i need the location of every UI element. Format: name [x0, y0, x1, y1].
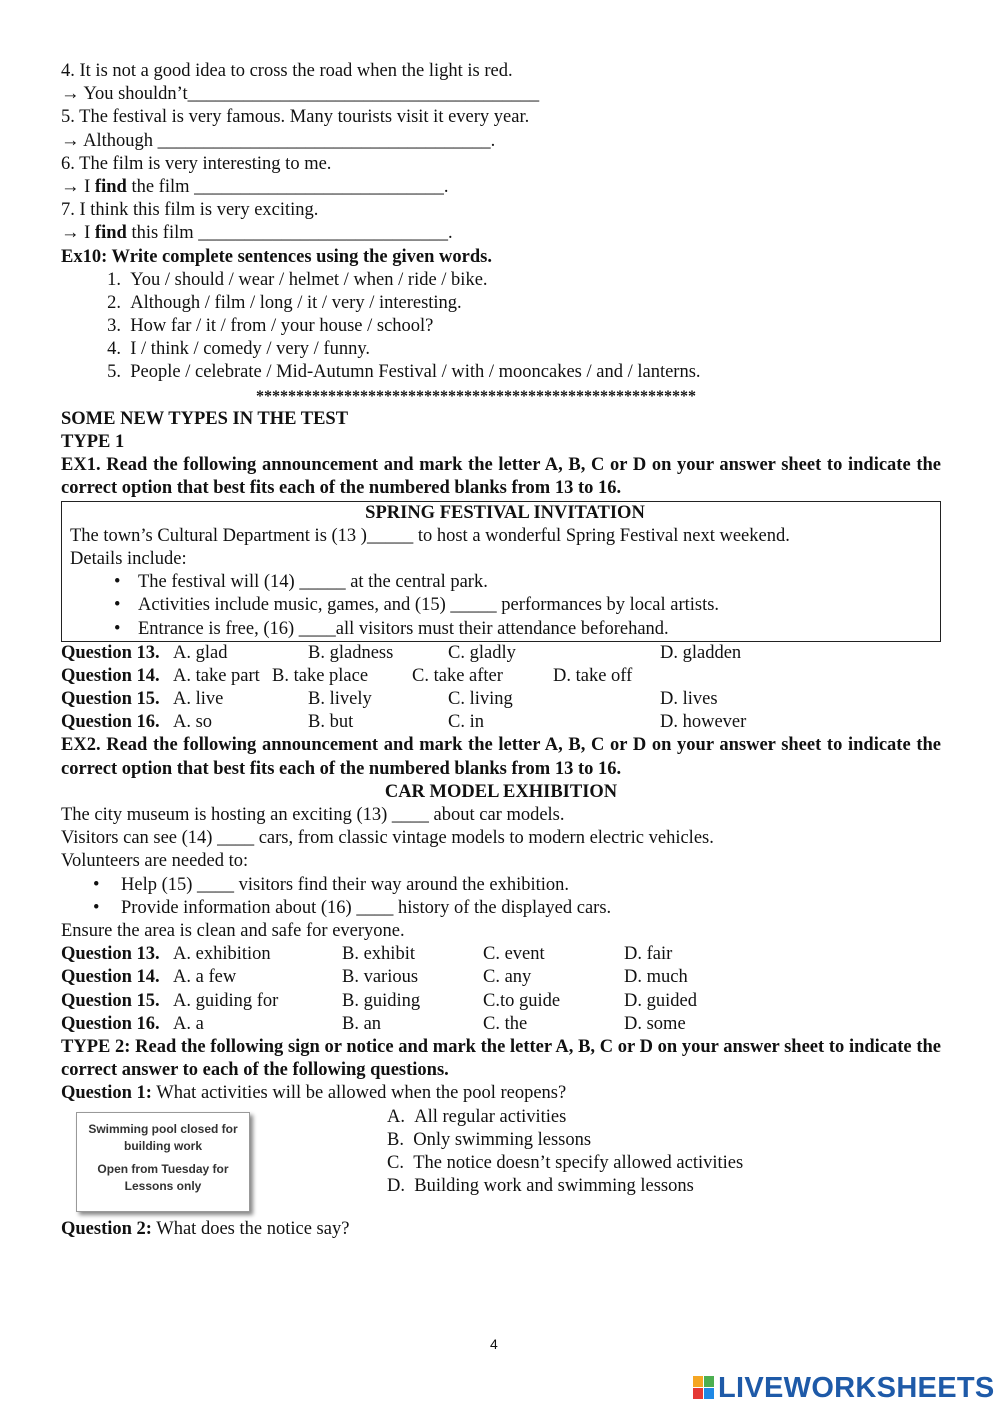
answer-blank: ____________________________________	[157, 130, 491, 151]
option-b[interactable]: B. take place	[272, 665, 369, 686]
option-c[interactable]: C. event	[483, 944, 545, 965]
rewrite-item-5	[61, 106, 941, 152]
option-d[interactable]: D. take off	[553, 665, 633, 686]
ex1-instruction: EX1. Read the following announcement and mark the letter A, B, C or D on your answer sheet to indicate the correct option that best fits each of the numbered blanks from 13 to 16.	[61, 455, 941, 499]
question-text: 5. The festival is very famous. Many tourists visit it every year.	[61, 107, 530, 128]
liveworksheets-logo[interactable]: LIVEWORKSHEETS	[693, 1372, 995, 1405]
rewrite-item-7	[61, 199, 941, 245]
option-d[interactable]: D. guided	[624, 990, 697, 1011]
question-row: Question 13. A. glad B. gladness C. gladly D. gladden	[61, 642, 941, 665]
bullet-icon: •	[114, 595, 121, 616]
option-d[interactable]: D. lives	[660, 689, 718, 710]
passage-line: The city museum is hosting an exciting (13) ____ about car models.	[61, 805, 565, 826]
bullet-item: • The festival will (14) _____ at the central park.	[70, 571, 940, 594]
bullet-icon: •	[93, 874, 100, 895]
question-1: Question 1: What activities will be allowed when the pool reopens?	[61, 1083, 567, 1104]
option-a[interactable]: A. live	[173, 689, 224, 710]
question-row: Question 16. A. so B. but C. in D. however	[61, 711, 941, 734]
option-b[interactable]: B. exhibit	[342, 944, 415, 965]
answer-line[interactable]: → I find this film ___________________________.	[61, 223, 453, 244]
option-c[interactable]: C. the	[483, 1013, 528, 1034]
type2-instruction: TYPE 2: Read the following sign or notice and mark the letter A, B, C or D on your answer sheet to indicate the correct answer to each of the following questions.	[61, 1036, 941, 1081]
answer-blank: ______________________________________	[187, 84, 540, 105]
question-row: Question 16. A. a B. an C. the D. some	[61, 1013, 941, 1036]
option-d[interactable]: D. Building work and swimming lessons	[387, 1176, 694, 1197]
rewrite-item-6	[61, 153, 941, 199]
option-b[interactable]: B. lively	[308, 689, 372, 710]
section-title: SOME NEW TYPES IN THE TEST	[61, 408, 349, 429]
passage-line: Visitors can see (14) ____ cars, from classic vintage models to modern electric vehicles.	[61, 828, 714, 849]
option-c[interactable]: C. The notice doesn’t specify allowed activities	[387, 1152, 744, 1173]
pool-notice-sign: Swimming pool closed for building work Open from Tuesday for Lessons only	[76, 1112, 250, 1212]
option-b[interactable]: B. Only swimming lessons	[387, 1129, 592, 1150]
announcement-box	[61, 501, 941, 642]
bullet-item: • Help (15) ____ visitors find their way around the exhibition.	[61, 874, 941, 897]
option-a[interactable]: A. All regular activities	[387, 1106, 567, 1127]
question-row: Question 14. A. take part B. take place C. take after D. take off	[61, 665, 941, 688]
bullet-item: • Entrance is free, (16) ____all visitors must their attendance beforehand.	[70, 618, 940, 641]
ex10-list	[61, 269, 941, 385]
option-d[interactable]: D. gladden	[660, 642, 742, 663]
answer-line[interactable]: → You shouldn’t______________________________________	[61, 84, 540, 105]
type1-heading: TYPE 1	[61, 432, 125, 452]
option-c[interactable]: C. in	[448, 712, 484, 733]
option-d[interactable]: D. fair	[624, 944, 673, 965]
option-c[interactable]: C. take after	[412, 665, 503, 686]
option-c[interactable]: C. living	[448, 689, 513, 710]
question-1-body	[61, 1106, 941, 1218]
option-a[interactable]: A. take part	[173, 665, 260, 686]
option-c[interactable]: C. gladly	[448, 642, 516, 663]
list-item[interactable]: 1. You / should / wear / helmet / when / ride / bike.	[107, 269, 488, 290]
option-a[interactable]: A. so	[173, 712, 213, 733]
question-row: Question 15. A. live B. lively C. living D. lives	[61, 688, 941, 711]
option-a[interactable]: A. glad	[173, 642, 228, 663]
question-row: Question 15. A. guiding for B. guiding C.to guide D. guided	[61, 990, 941, 1013]
list-item[interactable]: 5. People / celebrate / Mid-Autumn Festival / with / mooncakes / and / lanterns.	[107, 362, 701, 383]
option-b[interactable]: B. gladness	[308, 642, 394, 663]
question-text: 7. I think this film is very exciting.	[61, 200, 319, 221]
option-a[interactable]: A. exhibition	[173, 944, 271, 965]
ex10-heading: Ex10: Write complete sentences using the given words.	[61, 246, 492, 267]
question-text: 6. The film is very interesting to me.	[61, 153, 332, 174]
announcement-line: The town’s Cultural Department is (13 )_____ to host a wonderful Spring Festival next weekend.	[70, 525, 790, 546]
rewrite-item-4	[61, 60, 941, 106]
bullet-item: • Provide information about (16) ____ history of the displayed cars.	[61, 897, 941, 920]
answer-blank: ___________________________	[198, 223, 448, 244]
box-title: SPRING FESTIVAL INVITATION	[365, 502, 645, 523]
question-text: 4. It is not a good idea to cross the road when the light is red.	[61, 61, 513, 81]
option-d[interactable]: D. much	[624, 967, 688, 988]
option-b[interactable]: B. guiding	[342, 990, 421, 1011]
option-c[interactable]: C.to guide	[483, 990, 561, 1011]
question-row: Question 13. A. exhibition B. exhibit C. event D. fair	[61, 943, 941, 966]
question-row: Question 14. A. a few B. various C. any D. much	[61, 966, 941, 989]
answer-blank: ___________________________	[194, 176, 444, 197]
passage-line: Volunteers are needed to:	[61, 851, 249, 872]
separator-stars: *******************************************************	[256, 387, 696, 405]
list-item[interactable]: 4. I / think / comedy / very / funny.	[107, 339, 371, 360]
liveworksheets-logo-icon	[693, 1376, 715, 1400]
option-b[interactable]: B. but	[308, 712, 354, 733]
ex2-instruction: EX2. Read the following announcement and mark the letter A, B, C or D on your answer sheet to indicate the correct option that best fits each of the numbered blanks from 13 to 16.	[61, 735, 941, 779]
answer-line[interactable]: → Although ____________________________________.	[61, 130, 496, 151]
passage-line: Ensure the area is clean and safe for everyone.	[61, 921, 405, 941]
option-d[interactable]: D. some	[624, 1013, 686, 1034]
announcement-line: Details include:	[70, 548, 187, 569]
list-item[interactable]: 2. Although / film / long / it / very / interesting.	[107, 292, 462, 313]
option-b[interactable]: B. various	[342, 967, 419, 988]
bullet-icon: •	[114, 572, 121, 593]
bullet-icon: •	[93, 897, 100, 918]
option-d[interactable]: D. however	[660, 712, 747, 733]
option-a[interactable]: A. a	[173, 1013, 204, 1034]
exhibition-title: CAR MODEL EXHIBITION	[384, 781, 618, 802]
option-a[interactable]: A. a few	[173, 967, 237, 988]
answer-options	[387, 1106, 743, 1199]
worksheet-page	[61, 60, 941, 1241]
option-b[interactable]: B. an	[342, 1013, 382, 1034]
bullet-item: • Activities include music, games, and (15) _____ performances by local artists.	[70, 594, 940, 617]
option-c[interactable]: C. any	[483, 967, 532, 988]
page-number: 4	[490, 1336, 498, 1352]
bullet-icon: •	[114, 618, 121, 639]
question-2: Question 2: What does the notice say?	[61, 1218, 350, 1239]
answer-line[interactable]: → I find the film ___________________________.	[61, 176, 449, 197]
list-item[interactable]: 3. How far / it / from / your house / school?	[107, 316, 434, 337]
option-a[interactable]: A. guiding for	[173, 990, 279, 1011]
